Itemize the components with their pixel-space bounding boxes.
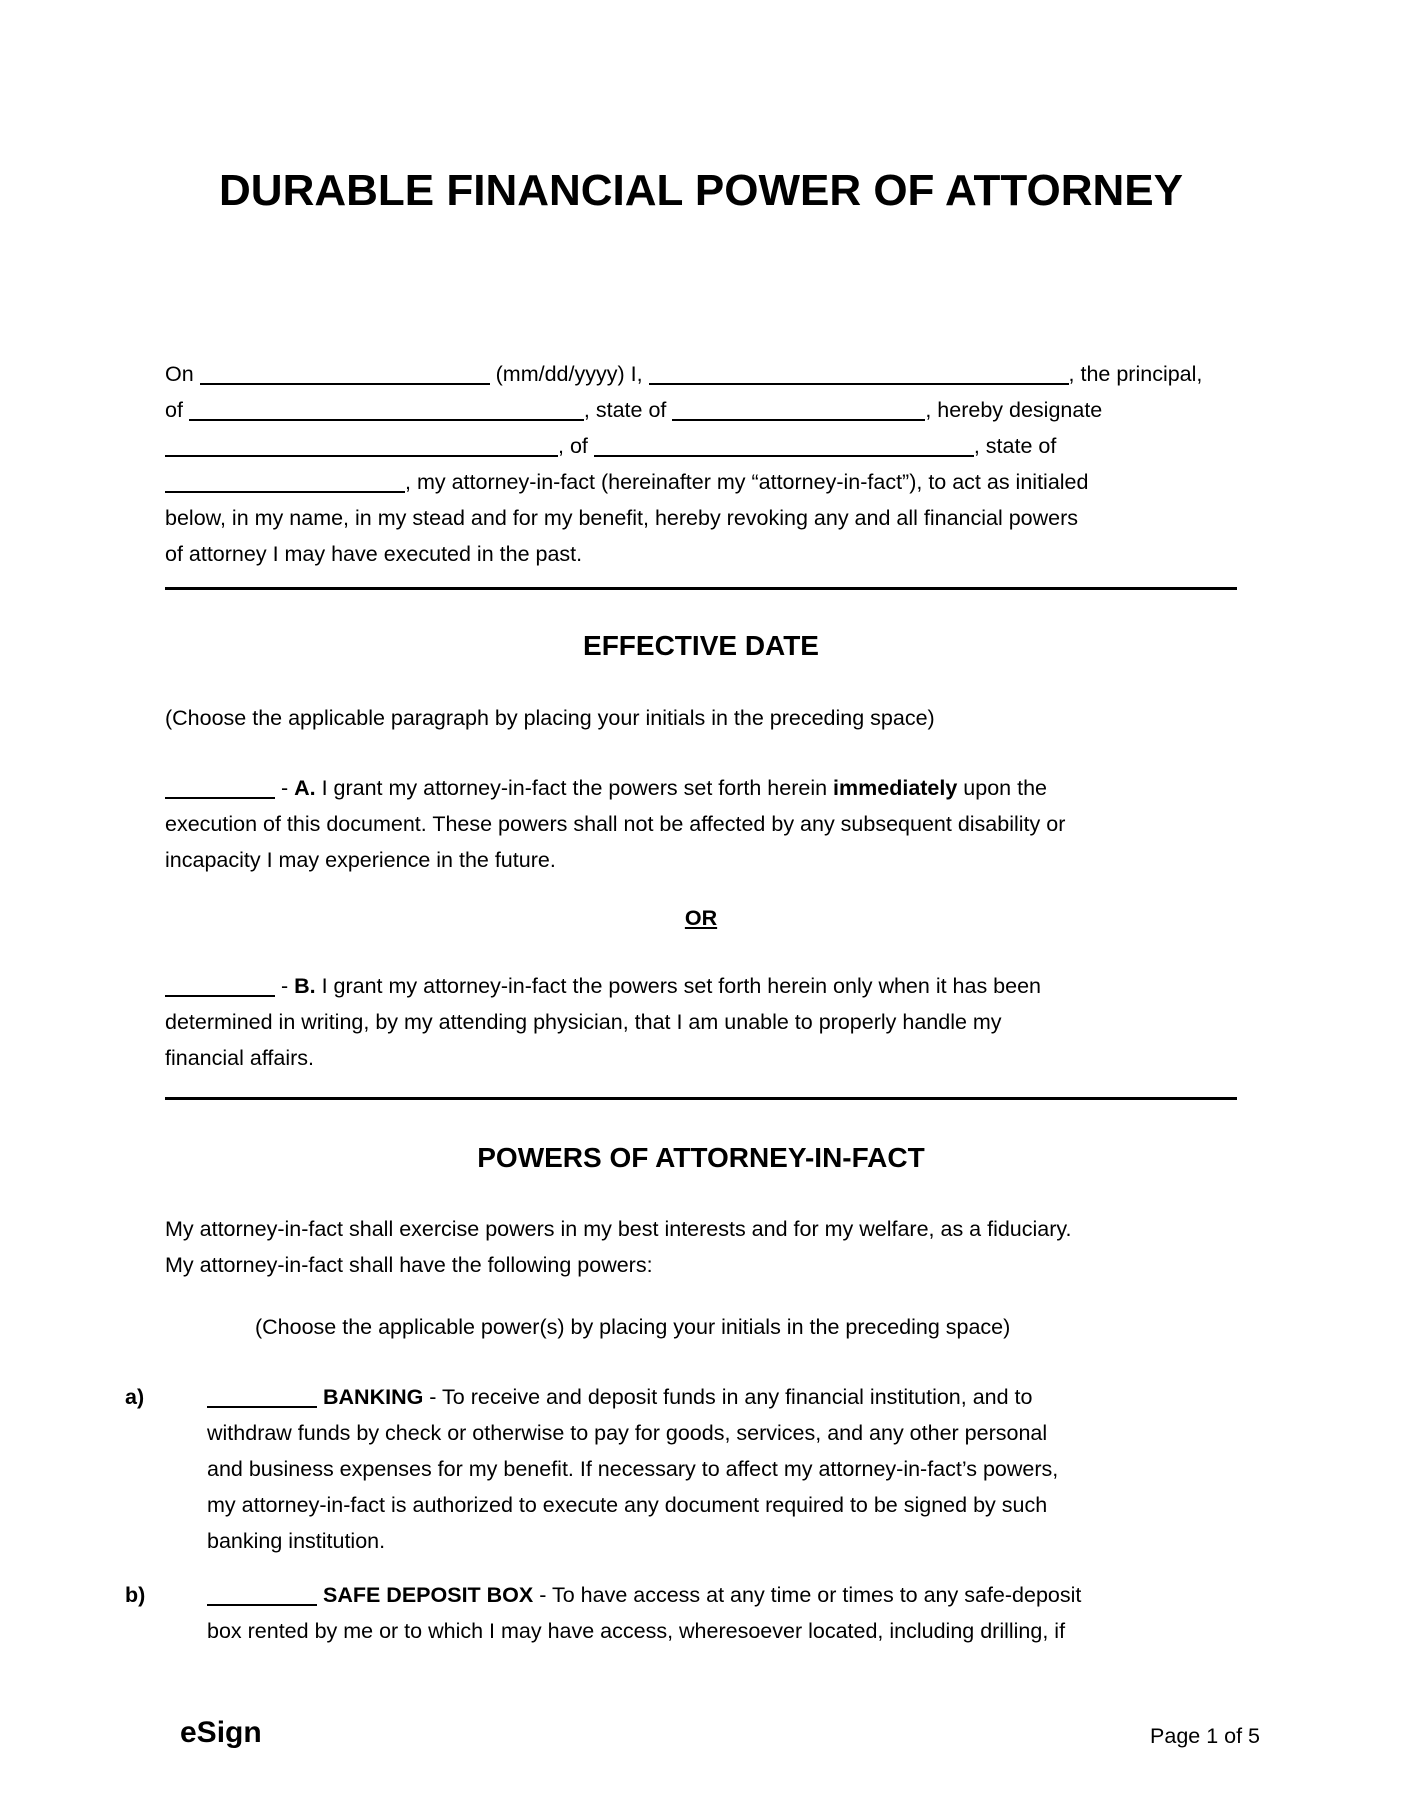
blank-field[interactable]: [165, 975, 275, 997]
document-title: DURABLE FINANCIAL POWER OF ATTORNEY: [219, 166, 1183, 215]
text-run: withdraw funds by check or otherwise to pay for goods, services, and any other personal: [207, 1421, 1048, 1445]
text-run: , state of: [583, 398, 673, 422]
page-number-label: Page 1 of 5: [1150, 1724, 1260, 1748]
section-heading: EFFECTIVE DATE: [583, 630, 819, 661]
blank-field[interactable]: [165, 777, 275, 799]
text-run: BANKING: [322, 1385, 424, 1409]
blank-field[interactable]: [649, 363, 1069, 385]
text-run: , the principal,: [1068, 362, 1203, 386]
text-run: (Choose the applicable power(s) by placing your initials in the preceding space): [255, 1315, 1011, 1339]
text-line: [165, 842, 1237, 878]
paragraph: [165, 700, 1237, 736]
document-body: [125, 356, 1237, 1649]
text-run: banking institution.: [207, 1529, 386, 1553]
text-run: I grant my attorney-in-fact the powers set forth herein only when it has been: [315, 974, 1042, 998]
text-run: (Choose the applicable paragraph by placing your initials in the preceding space): [165, 706, 935, 730]
text-line: [165, 806, 1237, 842]
text-run: of attorney I may have executed in the past.: [165, 542, 583, 566]
text-line: [207, 1613, 1237, 1649]
blank-field[interactable]: [207, 1386, 317, 1408]
text-run: , my attorney-in-fact (hereinafter my “attorney-in-fact”), to act as initialed: [405, 470, 1089, 494]
text-run: immediately: [833, 776, 958, 800]
text-line: [165, 500, 1237, 536]
text-run: incapacity I may experience in the future.: [165, 848, 556, 872]
paragraph: [165, 1309, 1237, 1345]
text-run: SAFE DEPOSIT BOX: [322, 1583, 534, 1607]
text-run: OR: [684, 906, 718, 930]
text-run: My attorney-in-fact shall have the following powers:: [165, 1253, 653, 1277]
paragraph: [165, 900, 1237, 936]
blank-field[interactable]: [165, 471, 405, 493]
paragraph: [165, 968, 1237, 1076]
section-divider: [165, 1097, 1237, 1100]
text-line: [165, 1211, 1237, 1247]
text-run: A.: [294, 776, 316, 800]
text-line: [165, 1040, 1237, 1076]
blank-field[interactable]: [189, 399, 584, 421]
text-line: [255, 1309, 1237, 1345]
list-marker: b): [125, 1583, 146, 1607]
text-run: (mm/dd/yyyy) I,: [489, 362, 649, 386]
text-line: [165, 392, 1237, 428]
blank-field[interactable]: [672, 399, 925, 421]
text-run: my attorney-in-fact is authorized to execute any document required to be signed by such: [207, 1493, 1048, 1517]
text-run: , hereby designate: [925, 398, 1103, 422]
text-line: [207, 1523, 1237, 1559]
text-line: [207, 1487, 1237, 1523]
text-line: [165, 900, 1237, 936]
text-run: B.: [294, 974, 316, 998]
text-run: -: [275, 974, 295, 998]
text-run: execution of this document. These powers shall not be affected by any subsequent disability or: [165, 812, 1066, 836]
text-run: - To have access at any time or times to any safe-deposit: [533, 1583, 1082, 1607]
text-line: [165, 428, 1237, 464]
section-divider: [165, 587, 1237, 590]
text-run: My attorney-in-fact shall exercise powers in my best interests and for my welfare, as a fiduciary.: [165, 1217, 1072, 1241]
text-run: - To receive and deposit funds in any financial institution, and to: [423, 1385, 1033, 1409]
text-run: On: [165, 362, 200, 386]
text-run: below, in my name, in my stead and for my benefit, hereby revoking any and all financial powers: [165, 506, 1079, 530]
text-run: I grant my attorney-in-fact the powers set forth herein: [315, 776, 834, 800]
text-line: [165, 1247, 1237, 1283]
text-line: [165, 536, 1237, 572]
text-run: , state of: [973, 434, 1057, 458]
blank-field[interactable]: [165, 435, 558, 457]
list-item: [125, 1379, 1237, 1559]
paragraph: [165, 356, 1237, 572]
text-line: [165, 700, 1237, 736]
footer-brand-logo: eSign: [180, 1716, 262, 1749]
blank-field[interactable]: [200, 363, 490, 385]
text-line: [165, 1004, 1237, 1040]
text-run: box rented by me or to which I may have access, wheresoever located, including drilling, if: [207, 1619, 1066, 1643]
document-content: [125, 0, 1237, 1649]
list-item: [125, 1577, 1237, 1649]
blank-field[interactable]: [207, 1584, 317, 1606]
text-run: , of: [558, 434, 594, 458]
section-heading: POWERS OF ATTORNEY-IN-FACT: [477, 1142, 925, 1173]
text-line: [165, 968, 1237, 1004]
list-marker: a): [125, 1385, 145, 1409]
text-line: [207, 1415, 1237, 1451]
text-run: of: [165, 398, 189, 422]
text-run: upon the: [957, 776, 1047, 800]
text-line: [165, 464, 1237, 500]
text-run: financial affairs.: [165, 1046, 314, 1070]
text-line: [207, 1379, 1237, 1415]
paragraph: [165, 770, 1237, 878]
text-run: -: [275, 776, 295, 800]
paragraph: [165, 1211, 1237, 1283]
text-line: [165, 770, 1237, 806]
text-line: [207, 1451, 1237, 1487]
text-run: determined in writing, by my attending physician, that I am unable to properly handle my: [165, 1010, 1002, 1034]
text-line: [165, 356, 1237, 392]
text-line: [207, 1577, 1237, 1613]
blank-field[interactable]: [594, 435, 974, 457]
text-run: and business expenses for my benefit. If necessary to affect my attorney-in-fact’s powers,: [207, 1457, 1059, 1481]
